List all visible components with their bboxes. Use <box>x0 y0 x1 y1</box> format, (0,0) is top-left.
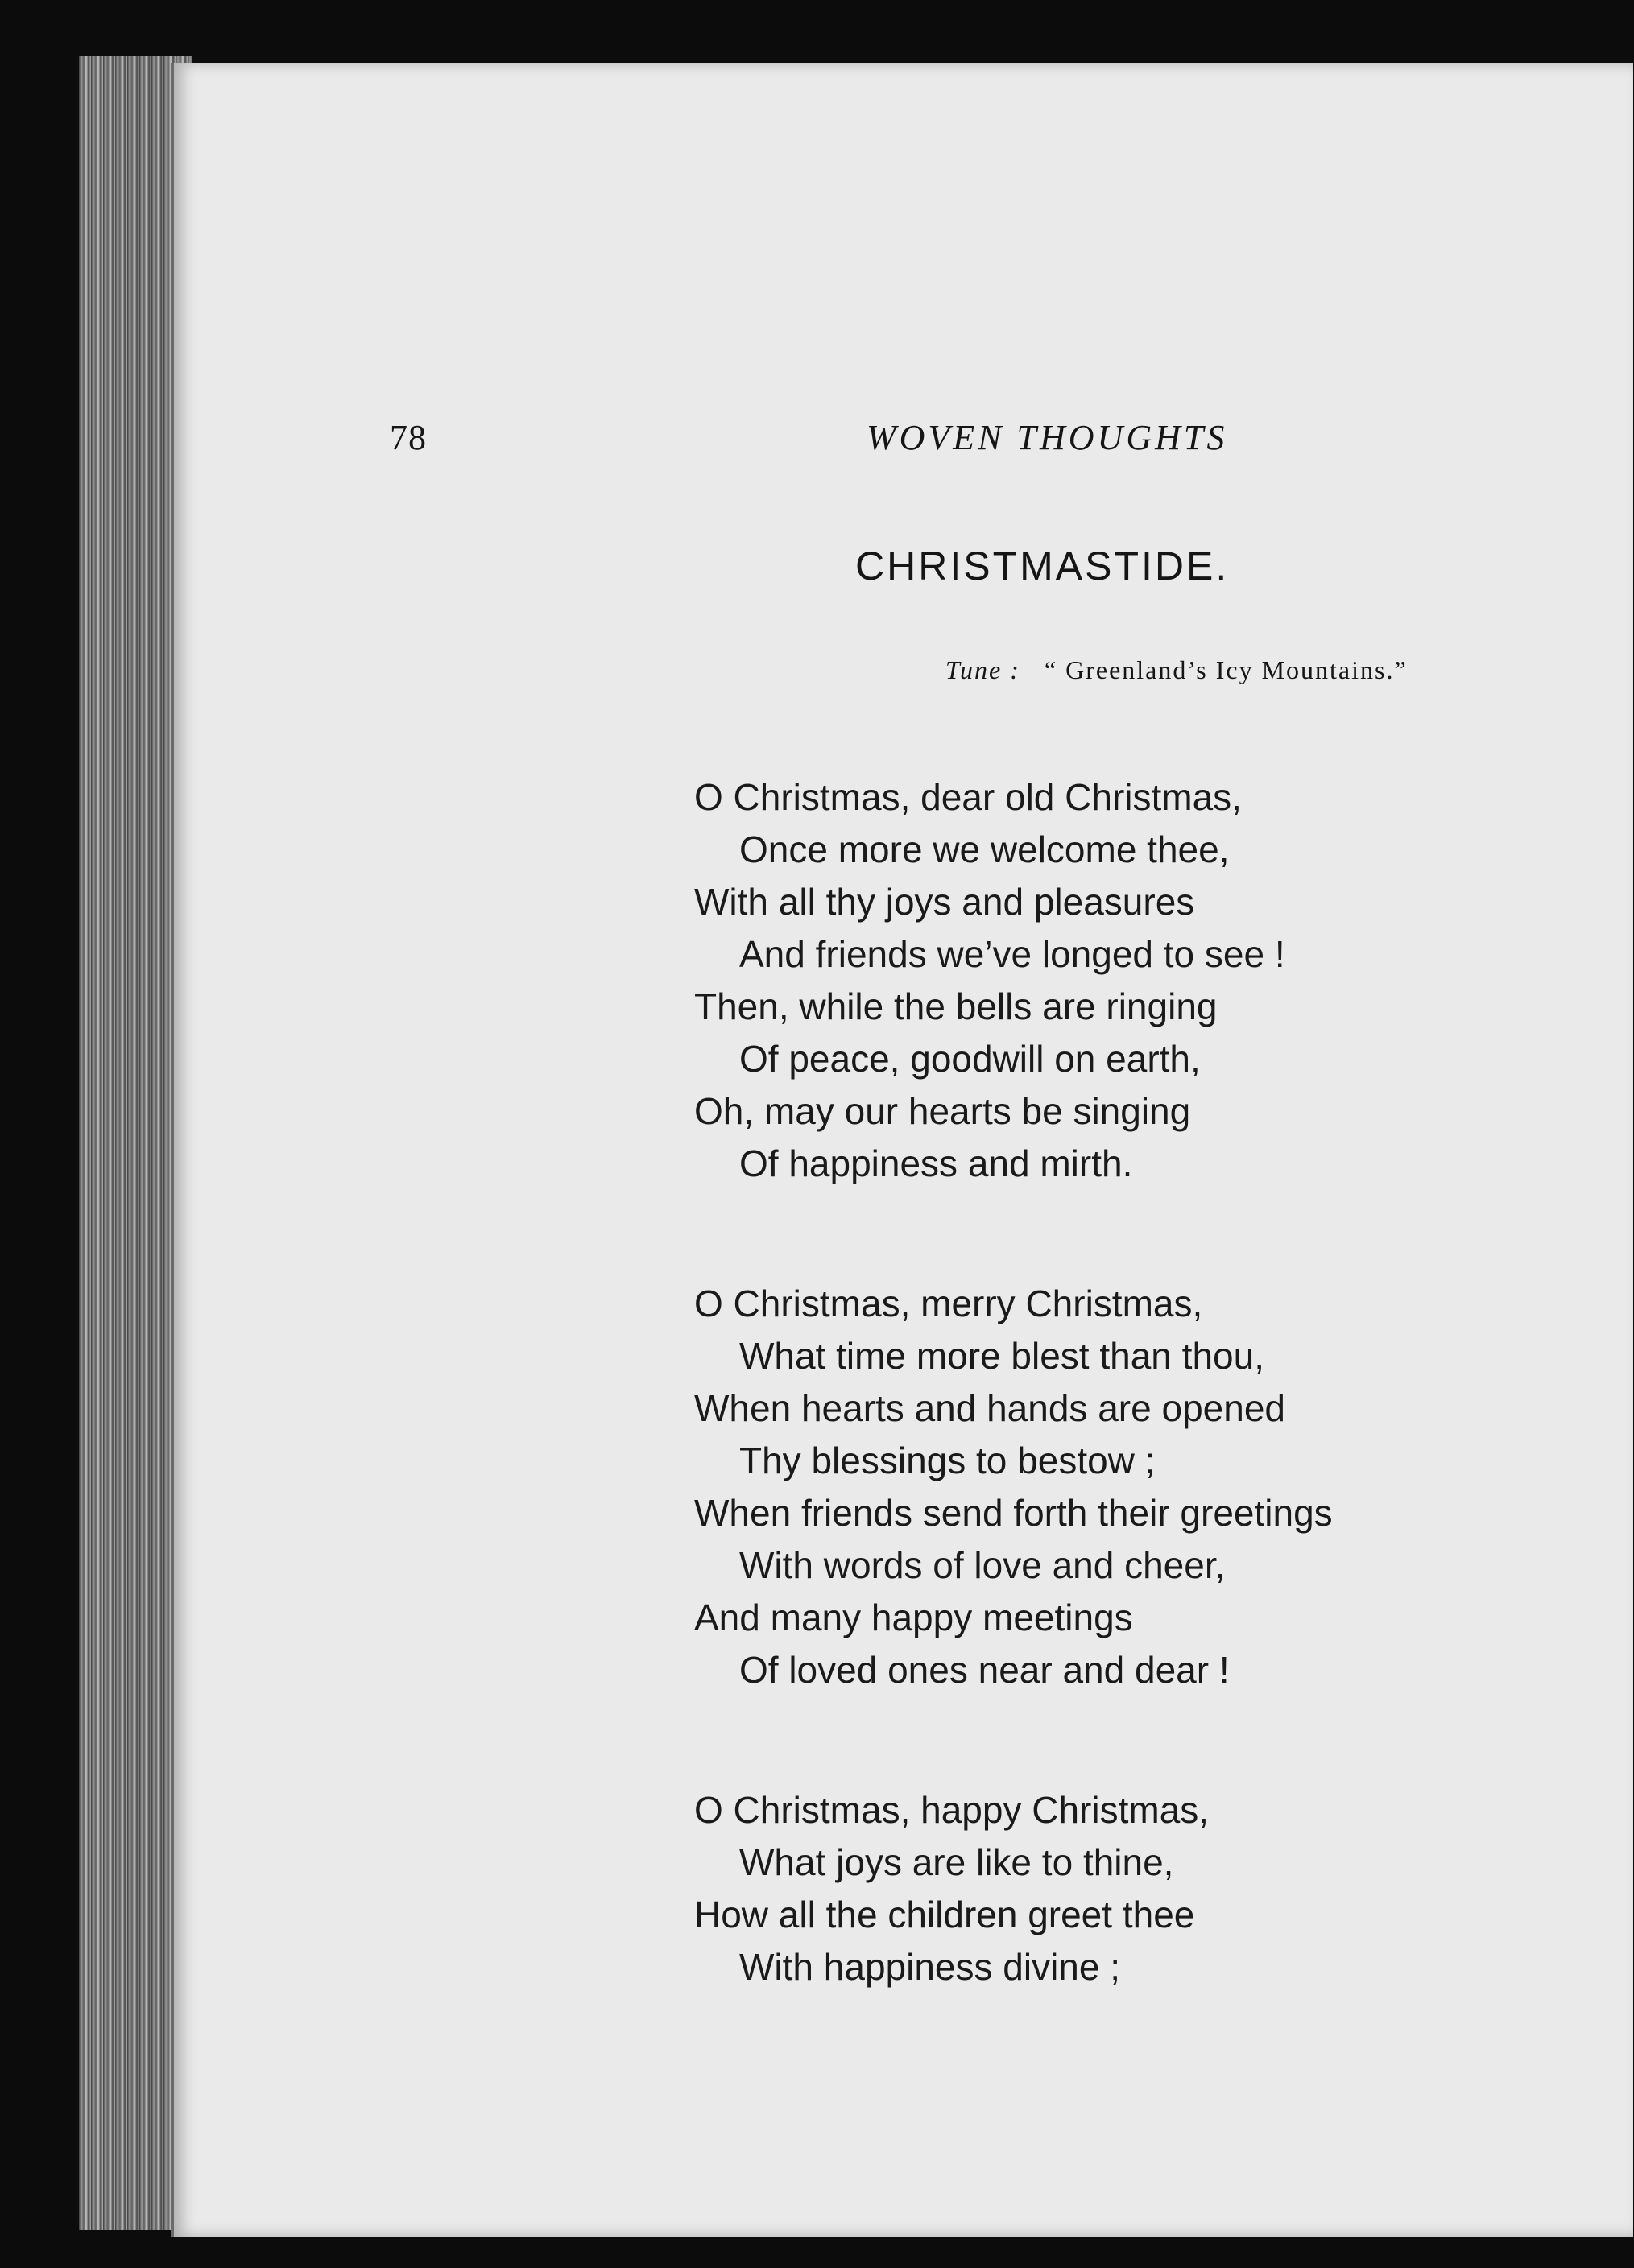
stanza-3 <box>694 1784 1634 1993</box>
poem-line: With all thy joys and pleasures <box>694 881 1195 923</box>
stanza-1 <box>694 771 1634 1190</box>
poem-line: And friends we’ve longed to see ! <box>739 933 1285 975</box>
book-page <box>171 63 1633 2237</box>
poem-line: And many happy meetings <box>694 1597 1133 1638</box>
poem-line: Thy blessings to bestow ; <box>739 1440 1156 1481</box>
poem-line: When friends send forth their greetings <box>694 1492 1333 1534</box>
poem-line: When hearts and hands are opened <box>694 1387 1285 1429</box>
poem-line: Then, while the bells are ringing <box>694 985 1218 1027</box>
page-number: 78 <box>390 418 427 457</box>
running-title: WOVEN THOUGHTS <box>867 418 1228 457</box>
poem-line: O Christmas, merry Christmas, <box>694 1283 1203 1324</box>
poem-line: Oh, may our hearts be singing <box>694 1090 1191 1132</box>
poem-line: Of happiness and mirth. <box>739 1142 1133 1184</box>
tune-line <box>945 655 1408 685</box>
stanza-2 <box>694 1278 1634 1696</box>
poem-line: Once more we welcome thee, <box>739 828 1230 870</box>
poem-body <box>694 771 1634 2081</box>
poem-line: O Christmas, happy Christmas, <box>694 1789 1210 1831</box>
tune-name: “ Greenland’s Icy Mountains.” <box>1044 655 1408 684</box>
poem-line: Of loved ones near and dear ! <box>739 1649 1230 1691</box>
running-head <box>174 417 1633 465</box>
poem-line: O Christmas, dear old Christmas, <box>694 776 1242 818</box>
poem-line: Of peace, goodwill on earth, <box>739 1038 1201 1080</box>
poem-line: With happiness divine ; <box>739 1946 1121 1988</box>
poem-line: What time more blest than thou, <box>739 1335 1264 1377</box>
tune-label: Tune : <box>945 655 1020 684</box>
poem-line: How all the children greet thee <box>694 1894 1195 1935</box>
poem-line: What joys are like to thine, <box>739 1841 1174 1883</box>
poem-line: With words of love and cheer, <box>739 1544 1226 1586</box>
poem-title: CHRISTMASTIDE. <box>855 543 1230 589</box>
